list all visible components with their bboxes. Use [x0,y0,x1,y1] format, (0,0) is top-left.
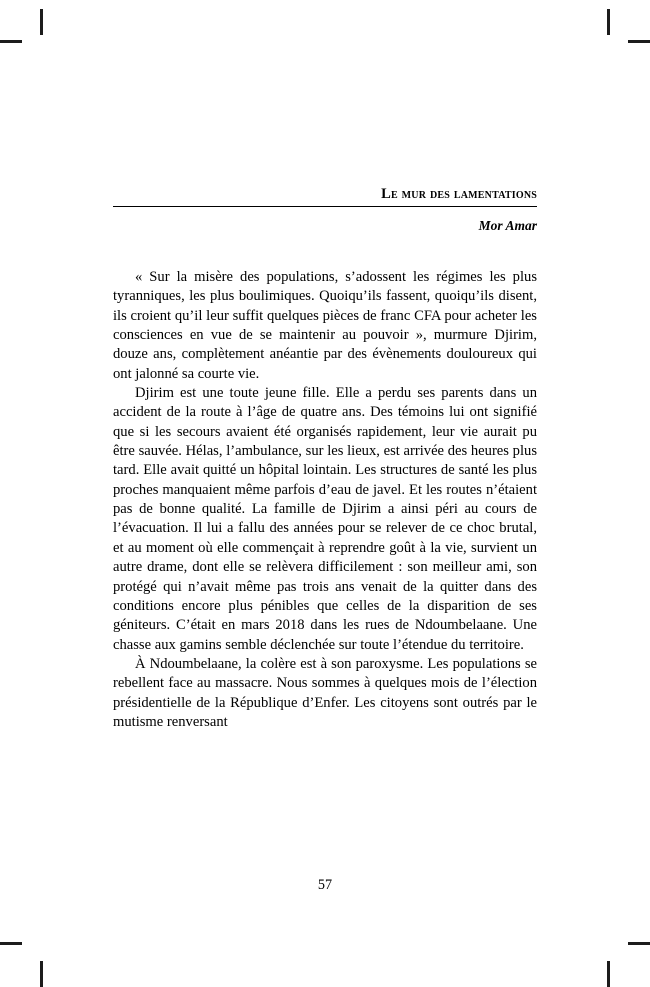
crop-mark-bottom-right-vertical [607,961,610,987]
crop-mark-bottom-left-horizontal [0,942,22,945]
paragraph: À Ndoumbelaane, la colère est à son paroxysme. Les populations se rebellent face au massacre. Nous sommes à quelques mois de l’élection présidentielle de la République d’Enfer. Les citoyens sont outrés par le mutisme renversant [113,655,537,730]
title-divider-rule [113,206,537,207]
paragraph: « Sur la misère des populations, s’adossent les régimes les plus tyranniques, les plus boulimiques. Quoiqu’ils fassent, quoiqu’ils disent, ils croient qu’il leur suffit quelques pièces de franc CFA pour acheter les consciences en vue de se maintenir au pouvoir », murmure Djirim, douze ans, complètement anéantie par des évènements douloureux qui ont jalonné sa courte vie. [113,269,537,382]
chapter-header [113,185,537,234]
crop-mark-bottom-left-vertical [40,961,43,987]
crop-mark-top-right-horizontal [628,40,650,43]
page-number: 57 [317,877,333,893]
chapter-author: Mor Amar [478,218,537,234]
body-text [113,268,537,732]
chapter-title: Le mur des lamentations [381,186,537,202]
page-content-area [113,0,537,986]
crop-mark-top-right-vertical [607,9,610,35]
paragraph: Djirim est une toute jeune fille. Elle a perdu ses parents dans un accident de la route à l’âge de quatre ans. Des témoins lui ont signifié que si les secours avaient été organisés rapidement, leur vie aurait pu être sauvée. Hélas, l’ambulance, sur les lieux, est arrivée des heures plus tard. Elle avait quitté un hôpital lointain. Les structures de santé les plus proches manquaient même parfois d’eau de javel. Et les routes n’étaient pas de bonne qualité. La famille de Djirim a ainsi péri au cours de l’évacuation. Il lui a fallu des années pour se relever de ce choc brutal, et au moment où elle commençait à reprendre goût à la vie, survient un autre drame, dont elle se relèvera difficilement : son meilleur ami, son protégé qui n’avait même pas trois ans venait de la quitter dans des conditions encore plus pénibles que celles de la disparition de ses géniteurs. C’était en mars 2018 dans les rues de Ndoumbelaane. Une chasse aux gamins semble déclenchée sur toute l’étendue du territoire. [113,385,537,653]
crop-mark-top-left-horizontal [0,40,22,43]
crop-mark-top-left-vertical [40,9,43,35]
crop-mark-bottom-right-horizontal [628,942,650,945]
